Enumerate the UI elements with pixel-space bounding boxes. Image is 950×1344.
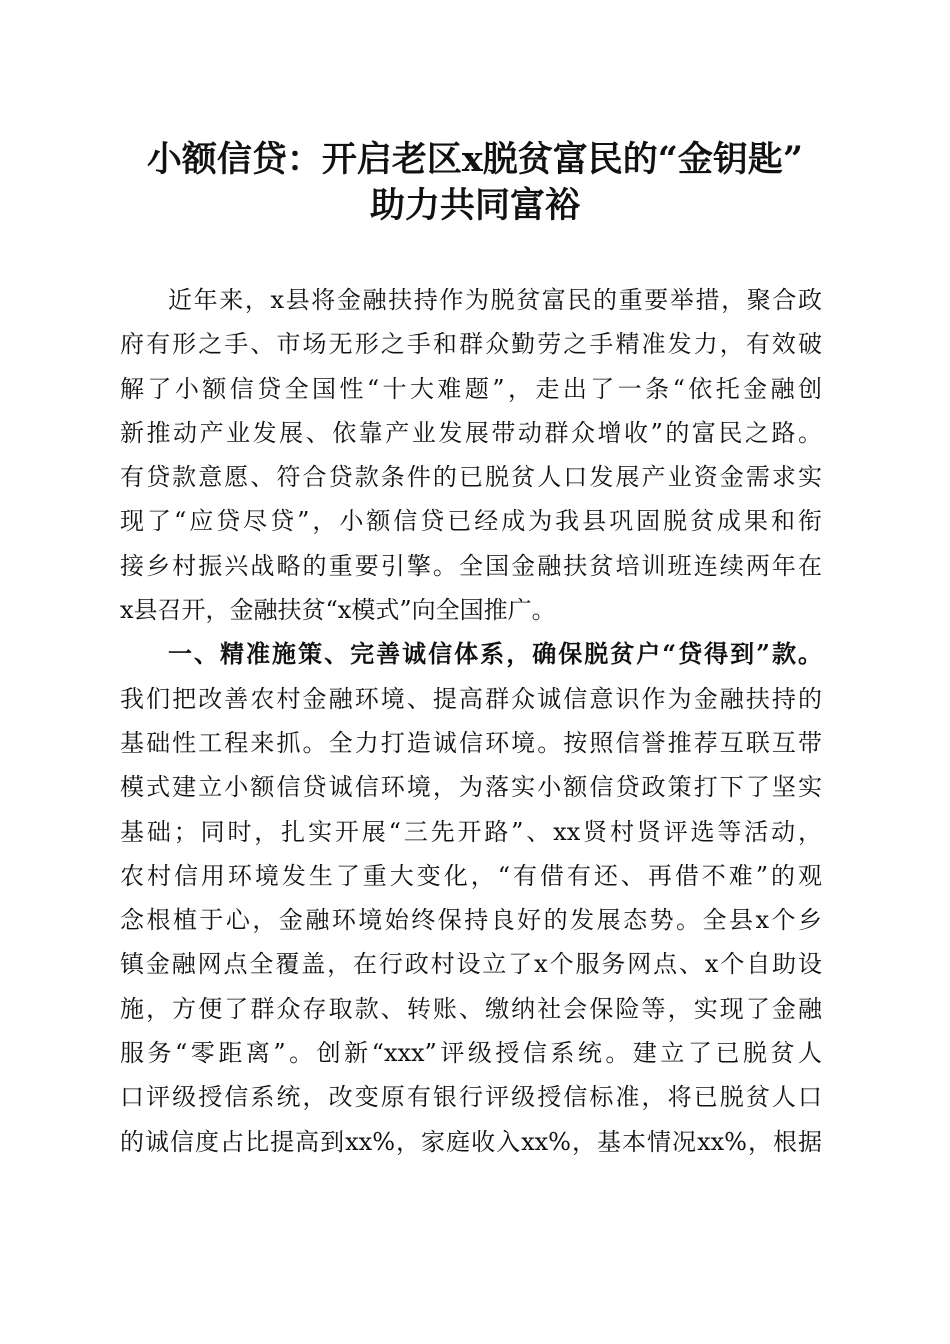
paragraph-line: x县召开，金融扶贫“x模式”向全国推广。 bbox=[120, 596, 556, 625]
paragraph-line: 现了“应贷尽贷”，小额信贷已经成为我县巩固脱贫成果和衔 bbox=[120, 507, 822, 536]
paragraph-line: 镇金融网点全覆盖，在行政村设立了x个服务网点、x个自助设 bbox=[120, 950, 822, 979]
paragraph-line: 新推动产业发展、依靠产业发展带动群众增收”的富民之路。 bbox=[120, 418, 822, 447]
document-body bbox=[120, 278, 822, 1164]
paragraph-line: 农村信用环境发生了重大变化，“有借有还、再借不难”的观 bbox=[120, 861, 822, 890]
paragraph-line: 的诚信度占比提高到xx%，家庭收入xx%，基本情况xx%，根据 bbox=[120, 1127, 822, 1156]
paragraph-line: 模式建立小额信贷诚信环境，为落实小额信贷政策打下了坚实 bbox=[120, 773, 822, 802]
paragraph-line: 口评级授信系统，改变原有银行评级授信标准，将已脱贫人口 bbox=[120, 1083, 822, 1112]
paragraph-line: 施，方便了群众存取款、转账、缴纳社会保险等，实现了金融 bbox=[120, 994, 822, 1023]
paragraph-line: 服务“零距离”。创新“xxx”评级授信系统。建立了已脱贫人 bbox=[120, 1039, 822, 1068]
paragraph-line: 念根植于心，金融环境始终保持良好的发展态势。全县x个乡 bbox=[120, 906, 822, 935]
section-heading: 一、精准施策、完善诚信体系，确保脱贫户“贷得到”款。 bbox=[168, 639, 822, 669]
paragraph-line: 基础性工程来抓。全力打造诚信环境。按照信誉推荐互联互带 bbox=[120, 728, 822, 757]
document-title-line-1: 小额信贷：开启老区x脱贫富民的“金钥匙” bbox=[146, 139, 804, 180]
paragraph-line: 解了小额信贷全国性“十大难题”，走出了一条“依托金融创 bbox=[120, 374, 822, 403]
paragraph-line: 有贷款意愿、符合贷款条件的已脱贫人口发展产业资金需求实 bbox=[120, 463, 822, 492]
paragraph-line: 我们把改善农村金融环境、提高群众诚信意识作为金融扶持的 bbox=[120, 684, 822, 713]
paragraph-line: 基础；同时，扎实开展“三先开路”、xx贤村贤评选等活动， bbox=[120, 817, 822, 846]
paragraph-line: 接乡村振兴战略的重要引擎。全国金融扶贫培训班连续两年在 bbox=[120, 551, 822, 580]
paragraph-line: 府有形之手、市场无形之手和群众勤劳之手精准发力，有效破 bbox=[120, 330, 822, 359]
paragraph-line: 近年来，x县将金融扶持作为脱贫富民的重要举措，聚合政 bbox=[168, 286, 822, 314]
document-title-line-2: 助力共同富裕 bbox=[369, 185, 580, 226]
